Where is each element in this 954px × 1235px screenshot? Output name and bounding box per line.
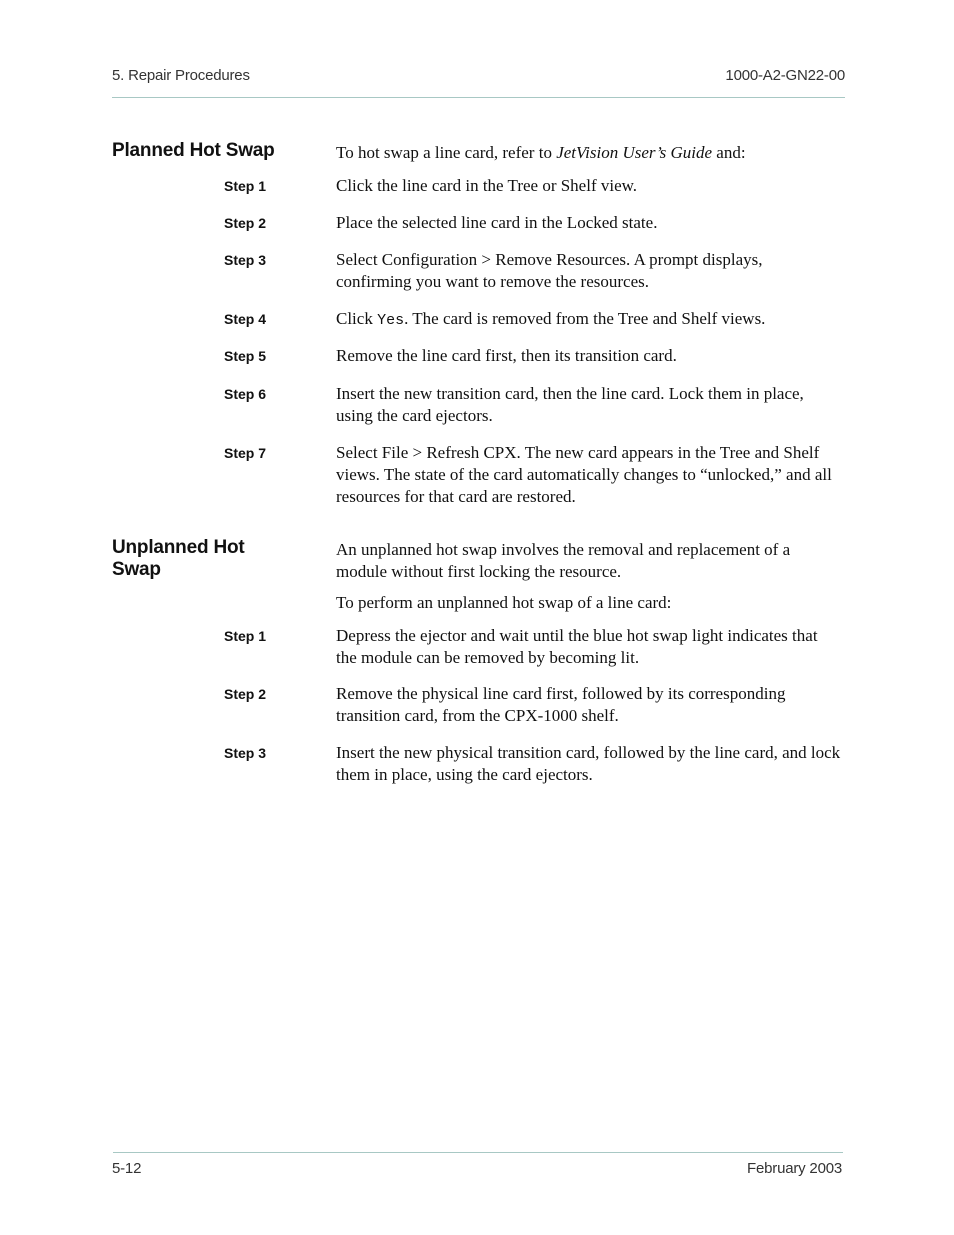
planned-step-label: Step 6 [224, 386, 267, 402]
publication-date: February 2003 [747, 1160, 842, 1177]
chapter-title: 5. Repair Procedures [112, 67, 250, 84]
planned-step-text: Click Yes. The card is removed from the Tree and Shelf views. [336, 309, 766, 329]
planned-intro: To hot swap a line card, refer to JetVision User’s Guide and: [336, 143, 746, 162]
planned-step-text: Place the selected line card in the Locked state. [336, 213, 658, 232]
unplanned-step-text: Remove the physical line card first, followed by its corresponding transition card, from the CPX-1000 shelf. [336, 684, 786, 725]
yes-command: Yes [377, 312, 405, 329]
section-title-planned: Planned Hot Swap [112, 140, 275, 161]
unplanned-step-label: Step 3 [224, 745, 267, 761]
header-rule [112, 97, 845, 98]
planned-step-text: Insert the new transition card, then the line card. Lock them in place, using the card ejectors. [336, 384, 804, 425]
planned-step-label: Step 1 [224, 178, 267, 194]
planned-step-label: Step 3 [224, 252, 267, 268]
document-number: 1000-A2-GN22-00 [725, 67, 845, 84]
planned-step-text: Click the line card in the Tree or Shelf view. [336, 176, 638, 195]
unplanned-step-text: Insert the new physical transition card, followed by the line card, and lock them in place, using the card ejectors. [336, 743, 841, 784]
unplanned-step-label: Step 1 [224, 628, 267, 644]
unplanned-intro-2: To perform an unplanned hot swap of a line card: [336, 593, 672, 612]
planned-step-text: Remove the line card first, then its transition card. [336, 346, 677, 365]
planned-step-text: Select File > Refresh CPX. The new card appears in the Tree and Shelf views. The state of the card automatically changes to “unlocked,” and all resources for that card are restored. [336, 443, 832, 506]
section-title-unplanned: Unplanned Hot Swap [112, 537, 245, 580]
footer-rule [113, 1152, 843, 1153]
planned-step-label: Step 2 [224, 215, 267, 231]
planned-step-label: Step 4 [224, 311, 267, 327]
unplanned-step-text: Depress the ejector and wait until the blue hot swap light indicates that the module can be removed by becoming lit. [336, 626, 818, 667]
planned-step-label: Step 7 [224, 445, 267, 461]
unplanned-intro: An unplanned hot swap involves the removal and replacement of a module without first locking the resource. [336, 540, 791, 581]
unplanned-step-label: Step 2 [224, 686, 267, 702]
planned-step-text: Select Configuration > Remove Resources. A prompt displays, confirming you want to remove the resources. [336, 250, 763, 291]
planned-step-label: Step 5 [224, 348, 267, 364]
page-number: 5-12 [112, 1160, 142, 1177]
guide-reference: JetVision User’s Guide [556, 143, 713, 162]
